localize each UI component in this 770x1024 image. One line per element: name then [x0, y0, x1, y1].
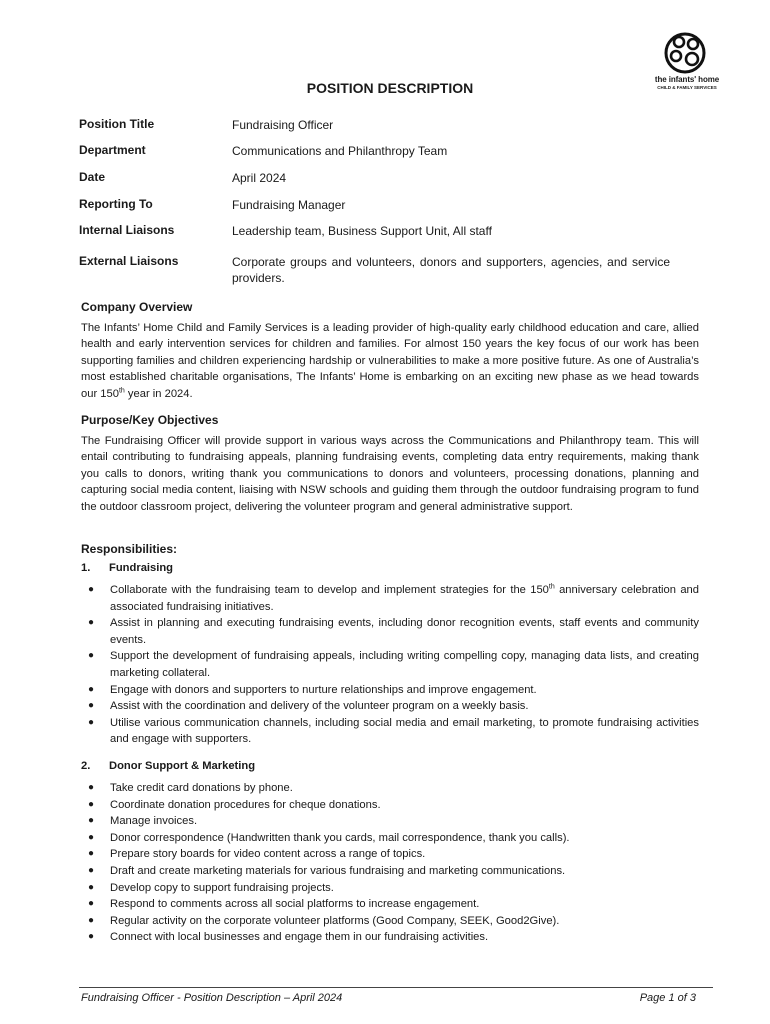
list-item-text: Collaborate with the fundraising team to develop and implement strategies for the 150: [110, 584, 549, 596]
bullet-icon: ●: [88, 716, 95, 728]
list-item-text: Prepare story boards for video content across a range of topics.: [110, 848, 426, 861]
list-item: [86, 863, 699, 880]
logo-name: the infants' home: [654, 75, 720, 84]
meta-label: Date: [79, 170, 106, 184]
list-item-sup: th: [548, 583, 555, 591]
list-item-text: Respond to comments across all social platforms to increase engagement.: [110, 898, 480, 911]
overview-text-main: The Infants’ Home Child and Family Services is a leading provider of high-quality early childhood education and care, allied health and early intervention services for children and families. For almost 150 years the key focus of our work has been supporting families and children experiencing hardship or vulnerabilities to make a more positive future. As one of Australia’s most established charitable organisations, The Infants’ Home is embarking on an exciting new phase as we head towards our 150: [81, 322, 699, 400]
bullet-icon: ●: [88, 617, 95, 629]
list-item-text: Coordinate donation procedures for cheque donations.: [110, 798, 381, 811]
meta-label: Reporting To: [79, 197, 153, 211]
section-heading-purpose: Purpose/Key Objectives: [81, 413, 219, 427]
footer-divider: [79, 987, 713, 988]
numbered-heading-donor-support: [81, 760, 255, 772]
bullet-icon: ●: [88, 683, 95, 695]
heading-text: Fundraising: [109, 562, 174, 574]
bullet-icon: ●: [88, 848, 95, 860]
overview-text-end: year in 2024.: [124, 387, 193, 400]
bullet-icon: ●: [88, 831, 95, 843]
footer-document-title: Fundraising Officer - Position Description – April 2024: [81, 992, 343, 1004]
donor-support-bullet-list: [86, 780, 699, 946]
list-item: [86, 830, 699, 847]
fundraising-bullet-list: [86, 582, 699, 748]
bullet-icon: ●: [88, 650, 95, 662]
list-item: [86, 715, 699, 748]
bullet-icon: ●: [88, 914, 95, 926]
list-item: [86, 648, 699, 681]
section-heading-company-overview: Company Overview: [81, 300, 193, 314]
list-item: [86, 698, 699, 715]
list-item: [86, 780, 699, 797]
list-item: [86, 813, 699, 830]
bullet-icon: ●: [88, 798, 95, 810]
meta-label: Department: [79, 143, 146, 157]
footer-page-number: Page 1 of 3: [639, 992, 696, 1004]
list-item: [86, 797, 699, 814]
meta-value: April 2024: [232, 171, 287, 185]
meta-value: Fundraising Manager: [232, 198, 346, 212]
meta-value: Fundraising Officer: [232, 118, 334, 132]
meta-value: Leadership team, Business Support Unit, All staff: [232, 224, 492, 238]
meta-label: Internal Liaisons: [79, 223, 175, 237]
bullet-icon: ●: [88, 584, 95, 595]
bullet-icon: ●: [88, 815, 95, 827]
list-item-text: Manage invoices.: [110, 815, 198, 828]
page-title: POSITION DESCRIPTION: [306, 80, 474, 96]
bullet-icon: ●: [88, 782, 95, 793]
list-item: [86, 615, 699, 648]
heading-number: 1.: [81, 562, 91, 574]
list-item-text: Develop copy to support fundraising projects.: [110, 881, 334, 894]
list-item: [86, 929, 699, 946]
list-item: [86, 582, 699, 615]
list-item: [86, 913, 699, 930]
list-item-text: Assist in planning and executing fundraising events, including donor recognition events, staff events and community events.: [110, 617, 699, 646]
heading-number: 2.: [81, 760, 91, 772]
list-item-text: Utilise various communication channels, including social media and email marketing, to promote fundraising activities and engage with supporters.: [110, 716, 699, 746]
logo-subtitle: CHILD & FAMILY SERVICES: [657, 85, 717, 90]
list-item-text: Connect with local businesses and engage them in our fundraising activities.: [110, 931, 489, 944]
meta-value: Communications and Philanthropy Team: [232, 144, 448, 158]
overview-text-sup: th: [118, 386, 125, 394]
bullet-icon: ●: [88, 864, 95, 876]
bullet-icon: ●: [88, 881, 95, 893]
meta-value: Corporate groups and volunteers, donors and supporters, agencies, and service providers.: [232, 255, 670, 285]
list-item-text: Assist with the coordination and delivery of the volunteer program on a weekly basis.: [110, 700, 529, 713]
bullet-icon: ●: [88, 931, 95, 943]
list-item-text: Donor correspondence (Handwritten thank you cards, mail correspondence, thank you calls).: [110, 831, 570, 844]
heading-text: Donor Support & Marketing: [109, 760, 256, 772]
purpose-text: The Fundraising Officer will provide support in various ways across the Communications and Philanthropy team. This will entail contributing to fundraising appeals, planning fundraising events, completing data entry requirements, making thank you calls to donors, writing thank you communications to donors and volunteers, processing donations, planning and capturing social media content, liaising with NSW schools and guiding them through the outdoor fundraising program to fund the outdoor classroom project, delivering the volunteer program and general administrative support.: [81, 435, 699, 513]
section-heading-responsibilities: Responsibilities:: [81, 542, 178, 556]
company-overview-text: [81, 320, 699, 402]
list-item-text: Regular activity on the corporate volunteer platforms (Good Company, SEEK, Good2Give).: [110, 914, 560, 927]
list-item-text-end: anniversary celebration and associated fundraising initiatives.: [110, 584, 699, 613]
list-item: [86, 896, 699, 913]
list-item: [86, 846, 699, 863]
list-item-text: Support the development of fundraising appeals, including writing compelling copy, managing data lists, and creating marketing collateral.: [110, 650, 699, 679]
list-item-text: Take credit card donations by phone.: [110, 782, 293, 794]
list-item-text: Engage with donors and supporters to nurture relationships and improve engagement.: [110, 683, 537, 696]
numbered-heading-fundraising: [81, 562, 173, 574]
bullet-icon: ●: [88, 700, 95, 712]
list-item: [86, 682, 699, 699]
meta-label: Position Title: [79, 117, 155, 131]
meta-label: External Liaisons: [79, 254, 179, 268]
list-item-text: Draft and create marketing materials for various fundraising and marketing communications.: [110, 864, 566, 877]
logo-mark-icon: [662, 32, 708, 74]
bullet-icon: ●: [88, 898, 95, 910]
list-item: [86, 880, 699, 897]
